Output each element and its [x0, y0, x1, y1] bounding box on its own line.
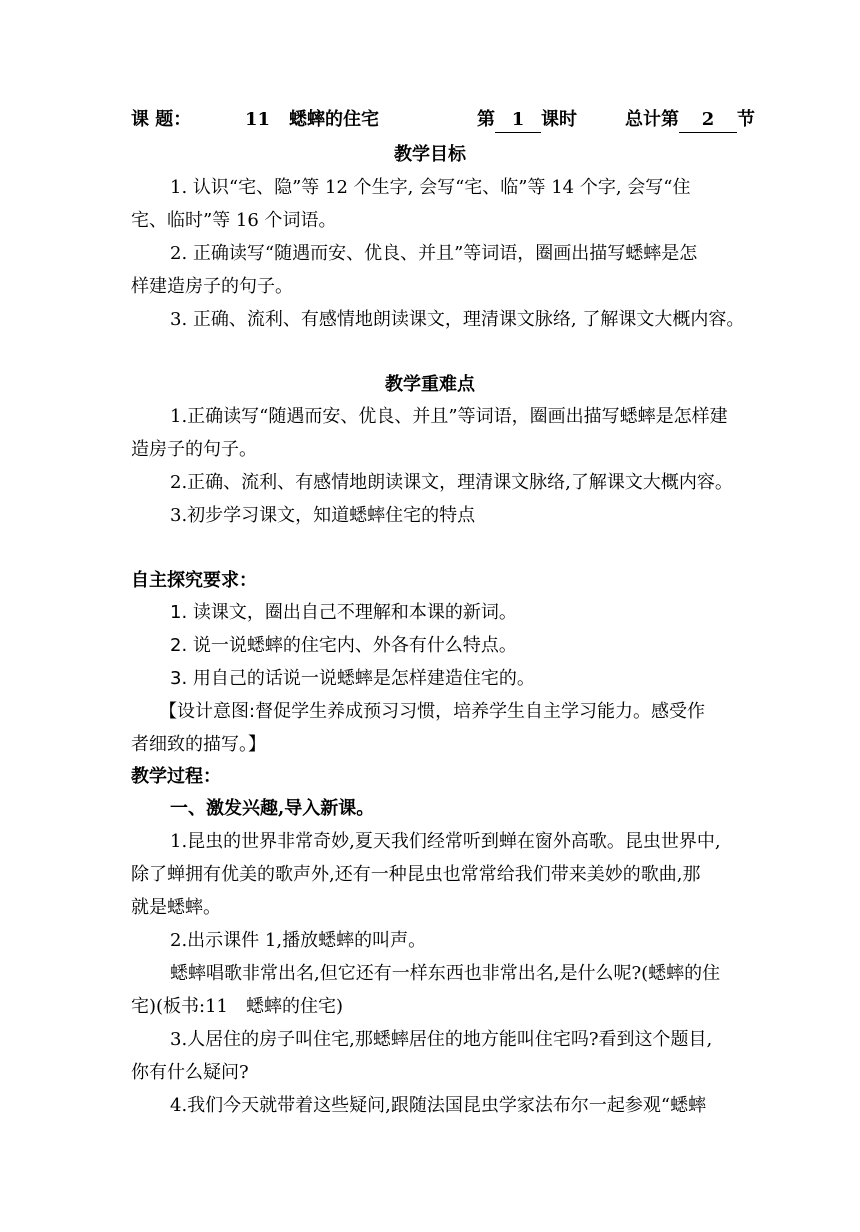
class-period: 第 1 课时: [477, 108, 577, 133]
goal-line: 样建造房子的句子。: [131, 276, 293, 297]
goal-line: 2. 正确读写“随遇而安、优良、并且”等词语，圈画出描写蟋蟀是怎: [170, 243, 698, 264]
process-line: 除了蝉拥有优美的歌声外,还有一种昆虫也常常给我们带来美妙的歌曲,那: [131, 864, 701, 885]
goals-title: 教学目标: [394, 144, 466, 165]
inquiry-title: 自主探究要求：: [131, 570, 257, 591]
process-line: 就是蟋蟀。: [131, 897, 221, 918]
inquiry-line: 3. 用自己的话说一说蟋蟀是怎样建造住宅的。: [170, 668, 535, 689]
key-point-line: 1.正确读写“随遇而安、优良、并且”等词语，圈画出描写蟋蟀是怎样建: [170, 406, 728, 427]
process-line: 1.昆虫的世界非常奇妙,夏天我们经常听到蝉在窗外高歌。昆虫世界中,: [170, 831, 721, 852]
design-intent-line: 【设计意图:督促学生养成预习习惯，培养学生自主学习能力。感受作: [159, 701, 706, 722]
process-line: 2.出示课件 1,播放蟋蟀的叫声。: [170, 930, 427, 951]
lesson-title: 蟋蟀的住宅: [289, 109, 379, 130]
process-section-heading: 一、激发兴趣,导入新课。: [170, 798, 375, 819]
inquiry-line: 2. 说一说蟋蟀的住宅内、外各有什么特点。: [170, 635, 517, 656]
process-line: 蟋蟀唱歌非常出名,但它还有一样东西也非常出名,是什么呢?(蟋蟀的住: [170, 963, 721, 984]
process-line: 3.人居住的房子叫住宅,那蟋蟀居住的地方能叫住宅吗?看到这个题目,: [170, 1029, 713, 1050]
key-point-line: 造房子的句子。: [131, 439, 257, 460]
key-points-title: 教学重难点: [385, 374, 475, 395]
key-point-line: 2.正确、流利、有感情地朗读课文，理清课文脉络,了解课文大概内容。: [170, 472, 733, 493]
goal-line: 1. 认识“宅、隐”等 12 个生字, 会写“宅、临”等 14 个字, 会写“住: [170, 177, 691, 198]
lesson-label: 课 题：: [131, 109, 192, 130]
process-line: 你有什么疑问?: [131, 1062, 249, 1083]
process-line: 4.我们今天就带着这些疑问,跟随法国昆虫学家法布尔一起参观“蟋蟀: [170, 1095, 707, 1116]
process-title: 教学过程：: [131, 766, 221, 787]
process-line: 宅)(板书:11 蟋蟀的住宅): [131, 996, 344, 1017]
goal-line: 宅、临时”等 16 个词语。: [131, 210, 337, 231]
lesson-number: 11: [245, 109, 271, 130]
key-point-line: 3.初步学习课文，知道蟋蟀住宅的特点: [170, 505, 476, 526]
inquiry-line: 1. 读课文，圈出自己不理解和本课的新词。: [170, 602, 517, 623]
design-intent-line: 者细致的描写。】: [131, 734, 266, 755]
total-period: 总计第 2 节: [625, 108, 755, 133]
goal-line: 3. 正确、流利、有感情地朗读课文，理清课文脉络, 了解课文大概内容。: [170, 309, 745, 330]
